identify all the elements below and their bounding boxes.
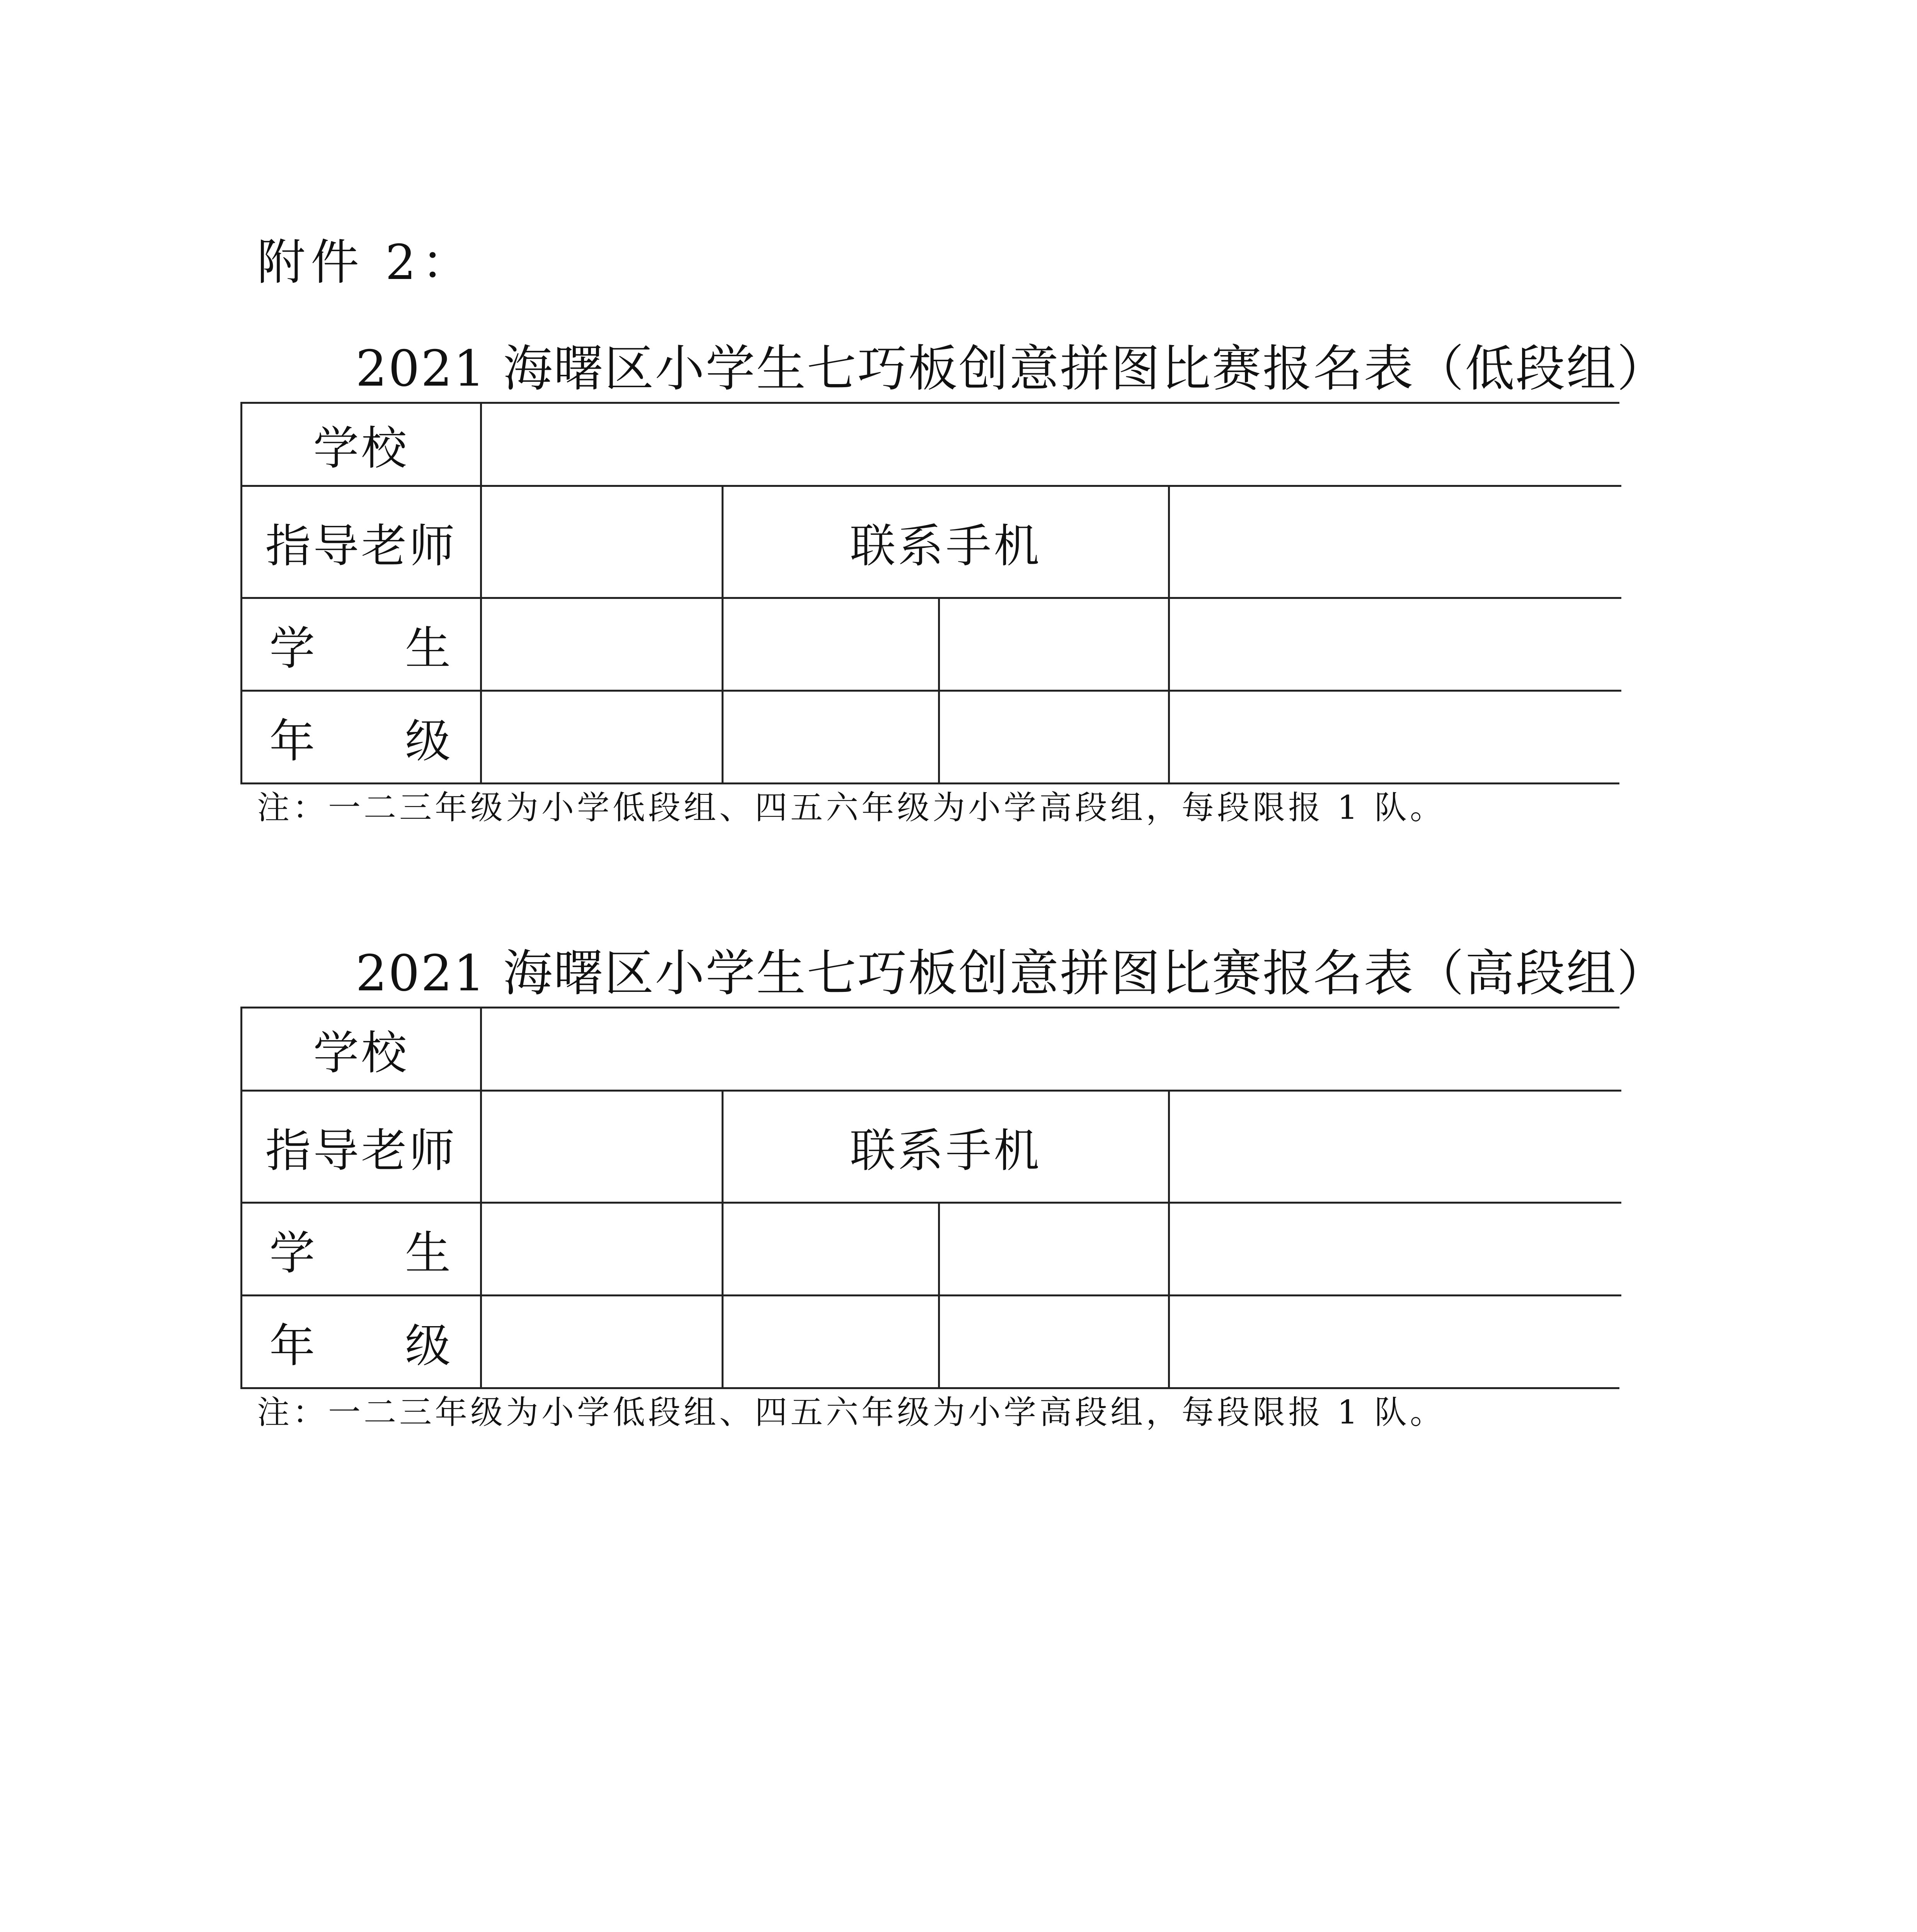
form-title-high-group: 2021 海曙区小学生七巧板创意拼图比赛报名表（高段组） <box>356 945 1668 1002</box>
school-input[interactable] <box>482 404 1621 487</box>
school-label: 学校 <box>242 404 482 487</box>
student-input-1[interactable] <box>482 1204 724 1296</box>
student-input-2[interactable] <box>724 599 940 692</box>
phone-label: 联系手机 <box>724 1092 1170 1204</box>
grade-label-char-2: 级 <box>405 1319 453 1372</box>
grade-label-char-2: 级 <box>405 714 453 768</box>
form-note-low-group: 注：一二三年级为小学低段组、四五六年级为小学高段组，每段限报 1 队。 <box>257 789 1445 827</box>
teacher-input[interactable] <box>482 487 724 599</box>
grade-input-1[interactable] <box>482 1296 724 1387</box>
grade-label-char-1: 年 <box>269 1319 318 1372</box>
teacher-input[interactable] <box>482 1092 724 1204</box>
grade-input-1[interactable] <box>482 692 724 782</box>
teacher-label: 指导老师 <box>242 487 482 599</box>
student-input-1[interactable] <box>482 599 724 692</box>
student-label-char-1: 学 <box>269 621 318 675</box>
registration-table-high-group <box>240 1007 1619 1389</box>
grade-input-3[interactable] <box>940 692 1170 782</box>
grade-label <box>242 1296 482 1387</box>
phone-input[interactable] <box>1170 1092 1621 1204</box>
student-input-2[interactable] <box>724 1204 940 1296</box>
grade-input-4[interactable] <box>1170 1296 1621 1387</box>
student-input-3[interactable] <box>940 1204 1170 1296</box>
grade-input-2[interactable] <box>724 692 940 782</box>
student-input-4[interactable] <box>1170 599 1621 692</box>
school-input[interactable] <box>482 1009 1621 1092</box>
grade-label <box>242 692 482 782</box>
form-title-low-group: 2021 海曙区小学生七巧板创意拼图比赛报名表（低段组） <box>356 340 1668 398</box>
form-note-high-group: 注：一二三年级为小学低段组、四五六年级为小学高段组，每段限报 1 队。 <box>257 1393 1445 1431</box>
student-label <box>242 599 482 692</box>
grade-label-char-1: 年 <box>269 714 318 768</box>
grade-input-2[interactable] <box>724 1296 940 1387</box>
student-label-char-1: 学 <box>269 1226 318 1280</box>
grade-input-3[interactable] <box>940 1296 1170 1387</box>
student-label-char-2: 生 <box>405 1226 453 1280</box>
grade-input-4[interactable] <box>1170 692 1621 782</box>
registration-table-low-group <box>240 402 1619 784</box>
student-label <box>242 1204 482 1296</box>
student-input-4[interactable] <box>1170 1204 1621 1296</box>
student-label-char-2: 生 <box>405 621 453 675</box>
attachment-label: 附件 2： <box>257 235 475 291</box>
student-input-3[interactable] <box>940 599 1170 692</box>
phone-label: 联系手机 <box>724 487 1170 599</box>
phone-input[interactable] <box>1170 487 1621 599</box>
teacher-label: 指导老师 <box>242 1092 482 1204</box>
school-label: 学校 <box>242 1009 482 1092</box>
